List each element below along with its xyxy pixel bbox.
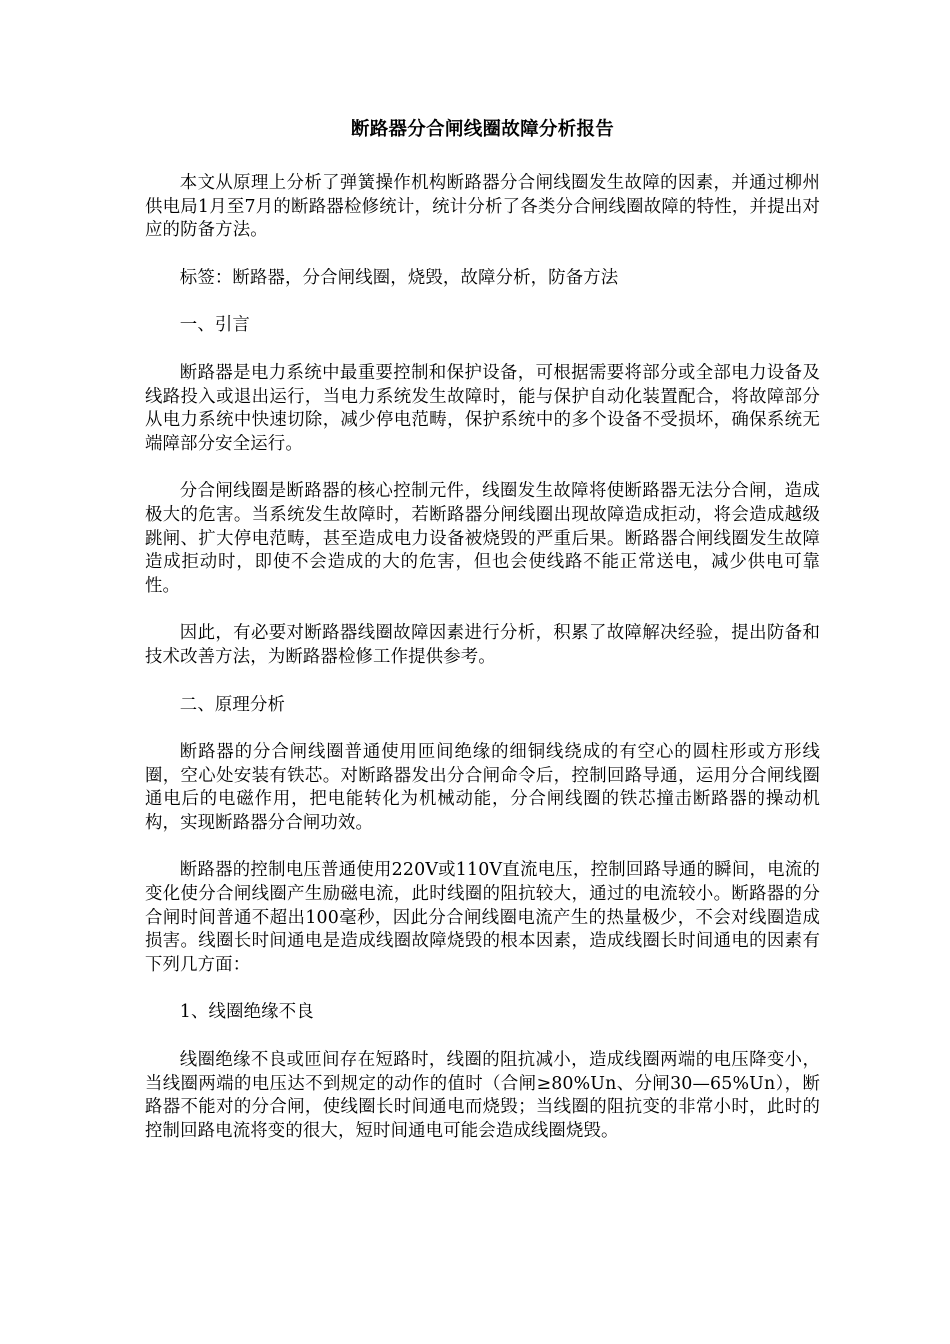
section-heading-introduction: 一、引言 bbox=[179, 315, 250, 336]
document-page bbox=[145, 118, 820, 1167]
subsection-heading-insulation: 1、线圈绝缘不良 bbox=[179, 1002, 314, 1023]
keywords-paragraph: 标签：断路器，分合闸线圈，烧毁，故障分析，防备方法 bbox=[179, 267, 619, 288]
body-paragraph: 断路器是电力系统中最重要控制和保护设备，可根据需要将部分或全部电力设备及线路投入或退出运行，当电力系统发生故障时，能与保护自动化装置配合，将故障部分从电力系统中快速切除，减少停电范畴，保护系统中的多个设备不受损坏，确保系统无端障部分安全运行。 bbox=[145, 362, 820, 454]
section-heading-principle: 二、原理分析 bbox=[179, 694, 286, 715]
body-paragraph: 因此，有必要对断路器线圈故障因素进行分析，积累了故障解决经验，提出防备和技术改善方法，为断路器检修工作提供参考。 bbox=[145, 623, 820, 667]
abstract-paragraph: 本文从原理上分析了弹簧操作机构断路器分合闸线圈发生故障的因素，并通过柳州供电局1月至7月的断路器检修统计，统计分析了各类分合闸线圈故障的特性，并提出对应的防备方法。 bbox=[145, 173, 820, 241]
body-paragraph: 线圈绝缘不良或匝间存在短路时，线圈的阻抗减小，造成线圈两端的电压降变小，当线圈两端的电压达不到规定的动作的值时（合闸≥80%Un、分闸30—65%Un），断路器不能对的分合闸，使线圈长时间通电而烧毁；当线圈的阻抗变的非常小时，此时的控制回路电流将变的很大，短时间通电可能会造成线圈烧毁。 bbox=[145, 1050, 820, 1141]
document-title: 断路器分合闸线圈故障分析报告 bbox=[350, 119, 615, 140]
body-paragraph: 断路器的控制电压普通使用220V或110V直流电压，控制回路导通的瞬间，电流的变化使分合闸线圈产生励磁电流，此时线圈的阻抗较大，通过的电流较小。断路器的分合闸时间普通不超出100毫秒，因此分合闸线圈电流产生的热量极少，不会对线圈造成损害。线圈长时间通电是造成线圈故障烧毁的根本因素，造成线圈长时间通电的因素有下列几方面： bbox=[145, 860, 820, 975]
body-paragraph: 断路器的分合闸线圈普通使用匝间绝缘的细铜线绕成的有空心的圆柱形或方形线圈，空心处安装有铁芯。对断路器发出分合闸命令后，控制回路导通，运用分合闸线圈通电后的电磁作用，把电能转化为机械动能，分合闸线圈的铁芯撞击断路器的操动机构，实现断路器分合闸功效。 bbox=[145, 742, 820, 833]
body-paragraph: 分合闸线圈是断路器的核心控制元件，线圈发生故障将使断路器无法分合闸，造成极大的危害。当系统发生故障时，若断路器分闸线圈出现故障造成拒动，将会造成越级跳闸、扩大停电范畴，甚至造成电力设备被烧毁的严重后果。断路器合闸线圈发生故障造成拒动时，即使不会造成的大的危害，但也会使线路不能正常送电，减少供电可靠性。 bbox=[145, 481, 820, 596]
